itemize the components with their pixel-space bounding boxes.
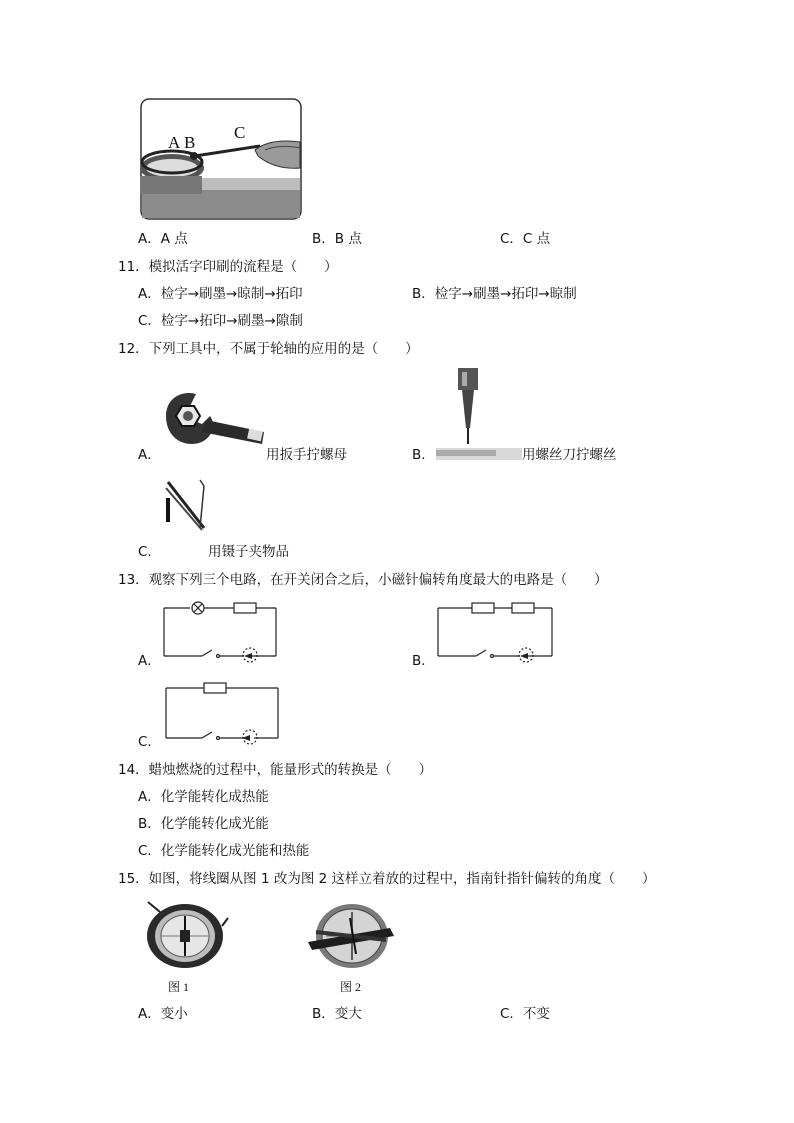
q11-option-c[interactable]: C．检字→拓印→刷墨→隙制 — [138, 313, 303, 329]
q11-option-a[interactable]: A．检字→刷墨→晾制→拓印 — [138, 286, 303, 302]
q14-option-c[interactable]: C．化学能转化成光能和热能 — [138, 843, 310, 859]
q10-label-b: B — [184, 133, 196, 152]
compass-figure-1 — [140, 898, 230, 970]
q10-option-b[interactable]: B．B 点 — [312, 231, 362, 247]
q10-label-c: C — [234, 123, 246, 142]
q11-stem: 11．模拟活字印刷的流程是（ ） — [118, 259, 338, 275]
q11-option-b[interactable]: B．检字→刷墨→拓印→晾制 — [412, 286, 577, 302]
q12-option-c-text[interactable]: 用镊子夹物品 — [208, 544, 289, 560]
q12-stem: 12．下列工具中，不属于轮轴的应用的是（ ） — [118, 341, 419, 357]
q12-option-a-text[interactable]: 用扳手拧螺母 — [266, 447, 347, 463]
q12-option-a-letter[interactable]: A． — [138, 447, 161, 463]
screwdriver-image — [436, 368, 522, 464]
q14-option-a[interactable]: A．化学能转化成热能 — [138, 789, 269, 805]
q15-stem: 15．如图，将线圈从图 1 改为图 2 这样立着放的过程中，指南针指针偏转的角度（ ） — [118, 871, 656, 887]
q15-option-b[interactable]: B．变大 — [312, 1006, 362, 1022]
q10-label-a: A — [168, 133, 181, 152]
q13-option-b[interactable]: B． — [412, 653, 435, 669]
circuit-a-diagram — [160, 598, 282, 664]
figure-1-caption: 图 1 — [168, 980, 190, 994]
compass-figure-2 — [306, 898, 396, 970]
figure-2-caption: 图 2 — [340, 980, 362, 994]
q13-option-a[interactable]: A． — [138, 653, 161, 669]
q13-stem: 13．观察下列三个电路，在开关闭合之后，小磁针偏转角度最大的电路是（ ） — [118, 572, 608, 588]
q14-option-b[interactable]: B．化学能转化成光能 — [138, 816, 269, 832]
wrench-image — [162, 386, 270, 446]
q13-option-c[interactable]: C． — [138, 734, 161, 750]
q12-option-c-letter[interactable]: C． — [138, 544, 161, 560]
q10-figure — [140, 98, 302, 220]
q10-option-c[interactable]: C．C 点 — [500, 231, 551, 247]
circuit-c-diagram — [162, 678, 284, 746]
q14-stem: 14．蜡烛燃烧的过程中，能量形式的转换是（ ） — [118, 762, 433, 778]
q12-option-b-text[interactable]: 用螺丝刀拧螺丝 — [522, 447, 617, 463]
tweezers-image — [164, 478, 210, 534]
circuit-b-diagram — [434, 598, 558, 664]
q15-option-a[interactable]: A．变小 — [138, 1006, 188, 1022]
q15-option-c[interactable]: C．不变 — [500, 1006, 550, 1022]
q12-option-b-letter[interactable]: B． — [412, 447, 435, 463]
q10-option-a[interactable]: A．A 点 — [138, 231, 188, 247]
